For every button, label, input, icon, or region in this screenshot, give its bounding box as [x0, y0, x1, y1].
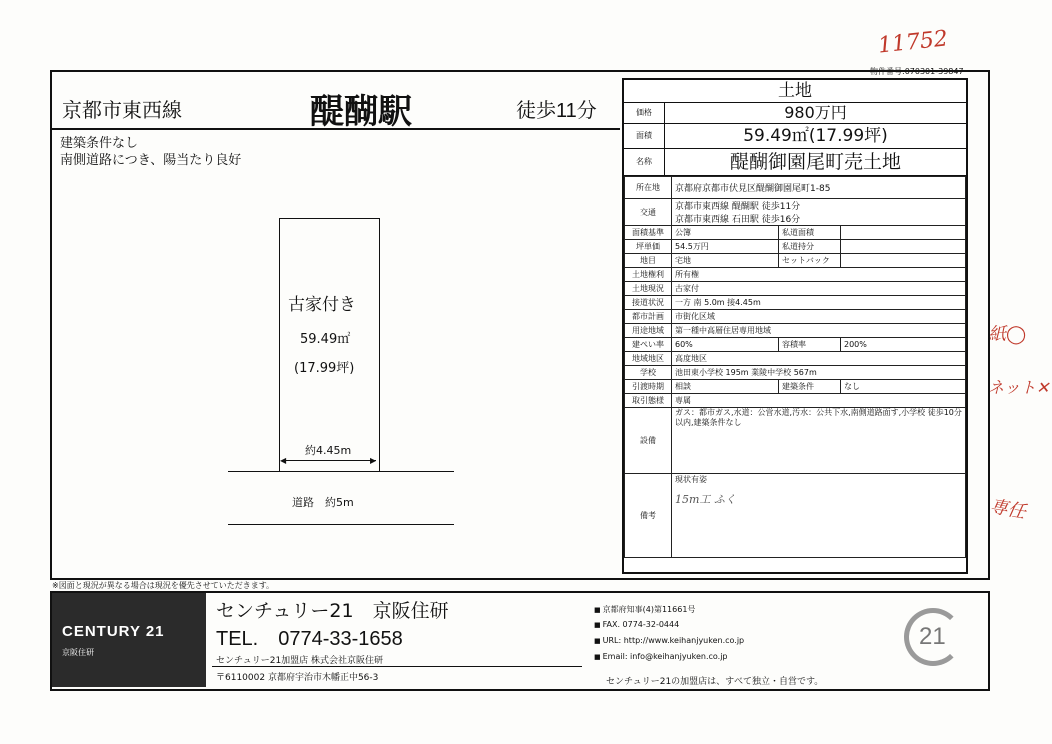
private-road-share-value [841, 240, 966, 254]
road-access-value: 一方 南 5.0m 接4.45m [672, 296, 966, 310]
transaction-label: 取引態様 [625, 394, 672, 408]
property-number: 物件番号:070301-39847 [870, 67, 964, 76]
disclaimer: ※図面と現況が異なる場合は現況を優先させていただきます。 [52, 581, 275, 590]
current-label: 土地現況 [625, 282, 672, 296]
setback-label: セットバック [779, 254, 841, 268]
district-label: 地域地区 [625, 352, 672, 366]
notes-value [672, 474, 966, 558]
road-line-top [228, 471, 454, 472]
zoning-value: 第一種中高層住居専用地域 [672, 324, 966, 338]
price-value: 980万円 [784, 103, 847, 122]
area-label: 面積 [624, 124, 665, 148]
road-label: 道路 約5m [292, 496, 354, 509]
location-label: 所在地 [625, 177, 672, 199]
highlight-2: 南側道路につき、陽当たり良好 [60, 153, 242, 168]
private-road-area-value [841, 226, 966, 240]
header-line: 京都市東西線 [62, 100, 182, 122]
area-value: 59.49㎡(17.99坪) [743, 126, 888, 146]
plot-label: 古家付き [288, 295, 356, 315]
coverage-value: 60% [672, 338, 779, 352]
tsubo-price-value: 54.5万円 [672, 240, 779, 254]
name-value: 醍醐御園尾町売土地 [729, 151, 901, 173]
rights-value: 所有権 [672, 268, 966, 282]
coverage-label: 建ぺい率 [625, 338, 672, 352]
road-access-label: 接道状況 [625, 296, 672, 310]
handwritten-note-paper: 紙◯ [988, 324, 1027, 345]
far-value: 200% [841, 338, 966, 352]
handwritten-number: 11752 [876, 26, 950, 59]
tsubo-price-label: 坪単価 [625, 240, 672, 254]
city-plan-value: 市街化区域 [672, 310, 966, 324]
brand-sub: 京阪住研 [62, 648, 94, 657]
url-link[interactable]: ■ URL: http://www.keihanjyuken.co.jp [594, 636, 744, 645]
plot-area: 59.49㎡ [300, 332, 351, 347]
build-cond-value: なし [841, 380, 966, 394]
width-arrow-right: ▶ [370, 456, 377, 465]
header-walk: 徒歩11分 [516, 100, 597, 122]
price-label: 価格 [624, 103, 665, 123]
handover-value: 相談 [672, 380, 779, 394]
width-arrow-left: ◀ [280, 456, 287, 465]
name-label: 名称 [624, 149, 665, 175]
handover-label: 引渡時期 [625, 380, 672, 394]
far-label: 容積率 [779, 338, 841, 352]
area-basis-label: 面積基準 [625, 226, 672, 240]
width-dimension-line [282, 460, 376, 461]
build-cond-label: 建築条件 [779, 380, 841, 394]
handwritten-note-net: ネット✕ [988, 378, 1050, 397]
spec-panel [622, 78, 968, 574]
brand-name: CENTURY 21 [62, 623, 165, 640]
transit-value-1: 京都市東西線 醍醐駅 徒歩11分 [672, 199, 966, 213]
road-line-bottom [228, 524, 454, 525]
equipment-value: ガス：都市ガス,水道：公営水道,汚水：公共下水,南側道路面す,小学校 徒歩10分以内,建築条件なし [672, 408, 966, 474]
notes-text: 現状有姿 [675, 475, 707, 484]
plot-width: 約4.45m [305, 444, 352, 457]
school-value: 池田東小学校 195m 業陵中学校 567m [672, 366, 966, 380]
private-road-share-label: 私道持分 [779, 240, 841, 254]
setback-value [841, 254, 966, 268]
company-tel: TEL. 0774-33-1658 [216, 628, 403, 650]
brand-block [52, 593, 206, 687]
land-type-value: 宅地 [672, 254, 779, 268]
company-member: センチュリー21加盟店 株式会社京阪住研 [216, 656, 384, 666]
fax: ■ FAX. 0774-32-0444 [594, 620, 679, 629]
city-plan-label: 都市計画 [625, 310, 672, 324]
summary-category: 土地 [624, 80, 966, 103]
location-value: 京都府京都市伏見区醍醐御園尾町1-85 [672, 177, 966, 199]
company-address: 〒6110002 京都府宇治市木幡正中56-3 [216, 673, 379, 683]
company-name: センチュリー21 京阪住研 [216, 600, 449, 622]
transit-value-2: 京都市東西線 石田駅 徒歩16分 [672, 212, 966, 226]
land-type-label: 地目 [625, 254, 672, 268]
handwritten-note-exclusive: 専任 [988, 496, 1028, 523]
plot-tsubo: (17.99坪) [294, 361, 355, 376]
transit-label: 交通 [625, 199, 672, 226]
detail-table [624, 176, 966, 558]
logo-text: 21 [919, 623, 946, 650]
license: ■ 京都府知事(4)第11661号 [594, 604, 695, 615]
private-road-area-label: 私道面積 [779, 226, 841, 240]
highlight-1: 建築条件なし [60, 136, 139, 151]
zoning-label: 用途地域 [625, 324, 672, 338]
school-label: 学校 [625, 366, 672, 380]
district-value: 高度地区 [672, 352, 966, 366]
header-station: 醍醐駅 [310, 93, 412, 131]
notes-label: 備考 [625, 474, 672, 558]
email-link[interactable]: ■ Email: info@keihanjyuken.co.jp [594, 652, 728, 661]
century21-logo-icon [904, 608, 962, 666]
rights-label: 土地権利 [625, 268, 672, 282]
current-value: 古家付 [672, 282, 966, 296]
notes-handwriting: 15m工 ふく [675, 493, 736, 506]
equipment-label: 設備 [625, 408, 672, 474]
area-basis-value: 公簿 [672, 226, 779, 240]
transaction-value: 専属 [672, 394, 966, 408]
franchise-note: センチュリー21の加盟店は、すべて独立・自営です。 [606, 677, 824, 687]
